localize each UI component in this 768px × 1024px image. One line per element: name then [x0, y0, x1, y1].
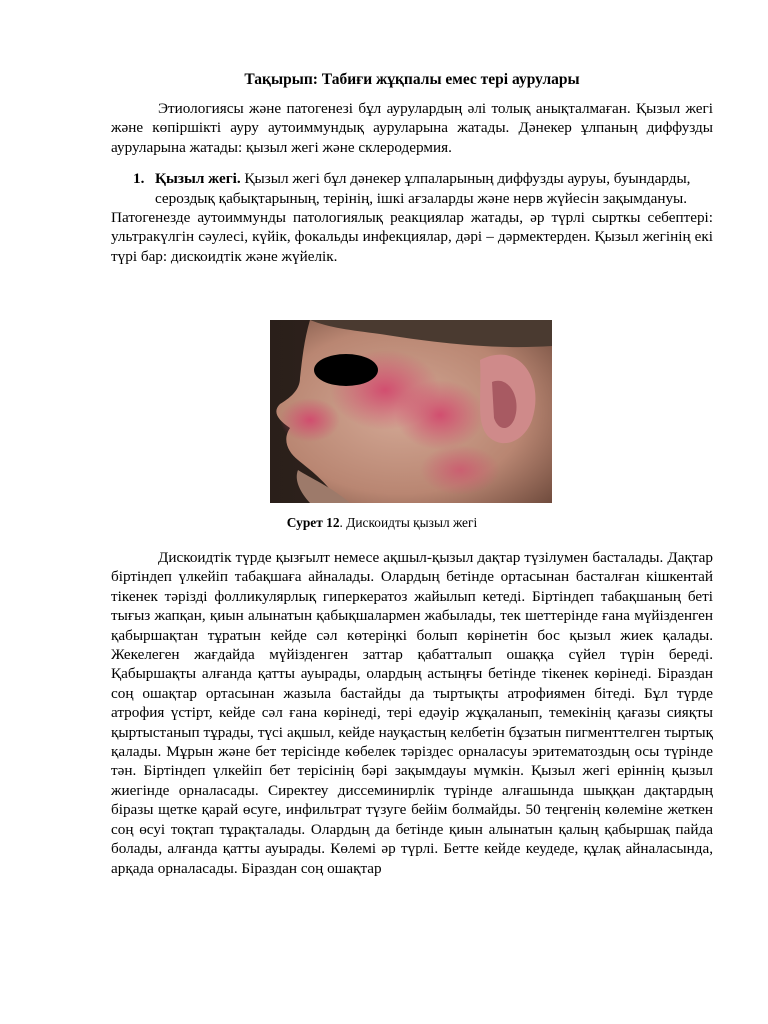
document-top-section: [111, 70, 713, 266]
list-item-heading: Қызыл жегі.: [155, 170, 241, 188]
face-illustration: [270, 320, 552, 503]
figure-caption-text: . Дискоидты қызыл жегі: [339, 515, 478, 530]
intro-paragraph: Этиологиясы және патогенезі бұл аурулардың әлі толық анықталмаған. Қызыл жегі және көпіршікті ауру аутоиммундық ауруларына жатады. Дәнекер ұлпаның диффузды ауруларына жатады: қызыл жегі және склеродермия.: [111, 100, 713, 156]
document-body-section: [111, 548, 713, 878]
list-item-text: Қызыл жегі бұл дәнекер ұлпаларының диффузды ауруы, буындарды, сероздық қабықтарының, терінің, ішкі ағзаларды және нерв жүйесін зақымдануы.: [155, 170, 691, 207]
pathogenesis-paragraph: Патогенезде аутоиммунды патологиялық реакциялар жатады, әр түрлі сырткы себептері: ультракүлгін сәулесі, күйік, фокальды инфекциялар, дәрі – дәрмектерден. Қызыл жегінің екі түрі бар: дискоидтік және жүйелік.: [111, 209, 713, 265]
figure-caption-label: Сурет 12: [286, 515, 340, 530]
body-paragraph: Дискоидтік түрде қызғылт немесе ақшыл-қызыл дақтар түзілумен басталады. Дақтар біртіндеп үлкейіп табақшаға айналады. Олардың бетінде ортасынан басталған кішкентай тікенек тәрізді фолликулярлық гиперкератоз жайылып кетеді. Біртіндеп табақшаның беті тығыз жапқан, қиын алынатын қабықшалармен жабылады, тек шеттерінде ғана мүйізденген қабыршақтан тұратын кейде сәл көтеріңкі болып көрінетін бос қызыл жиек қалады. Жекелеген жағдайда мүйізденген заттар қабатталып ошаққа сүйел түрін береді. Қабыршақты алғанда қатты ауырады, олардың астыңғы бетінде тікенек көрінеді. Біраздан соң ошақтар ортасынан жазыла бастайды да тыртықты атрофиямен бітеді. Бұл түрде атрофия үстірт, кейде сәл ғана көрінеді, тері едәуір жұқаланып, темекінің қағазы сияқты қыртыстанып тұрады, түсі ақшыл, кейде науқастың келбетін бұзатын пигменттелген тыртық қалады. Мұрын және бет терісінде көбелек тәріздес орналасуы эритематоздың осы түрінде тән. Біртіндеп үлкейіп бет терісінің бәрі зақымдауы мүмкін. Қызыл жегі еріннің қызыл жиегінде орналасады. Сиректеу диссеминирлік түрінде алғашында шыққан дақтардың біразы щетке қарай өсуге, инфильтрат түзуге бейім болмайды. 50 теңгенің көлеміне жеткен соң өсуі тоқтап тұрақталады. Олардың да бетінде қиын алынатын қалың қабыршақ пайда болады, алғанда қатты ауырады. Көлемі әр түрлі. Бетте кейде кеудеде, құлақ айналасында, арқада орналасады. Біраздан соң ошақтар: [111, 549, 713, 877]
eye-mask: [314, 354, 378, 386]
list-item: [111, 169, 713, 208]
figure-photo: [270, 320, 552, 503]
figure-caption: [111, 514, 653, 531]
page-title: Тақырып: Табиғи жұқпалы емес тері аурулары: [244, 71, 580, 88]
numbered-list: [111, 169, 713, 208]
list-item-number: 1.: [133, 170, 145, 188]
